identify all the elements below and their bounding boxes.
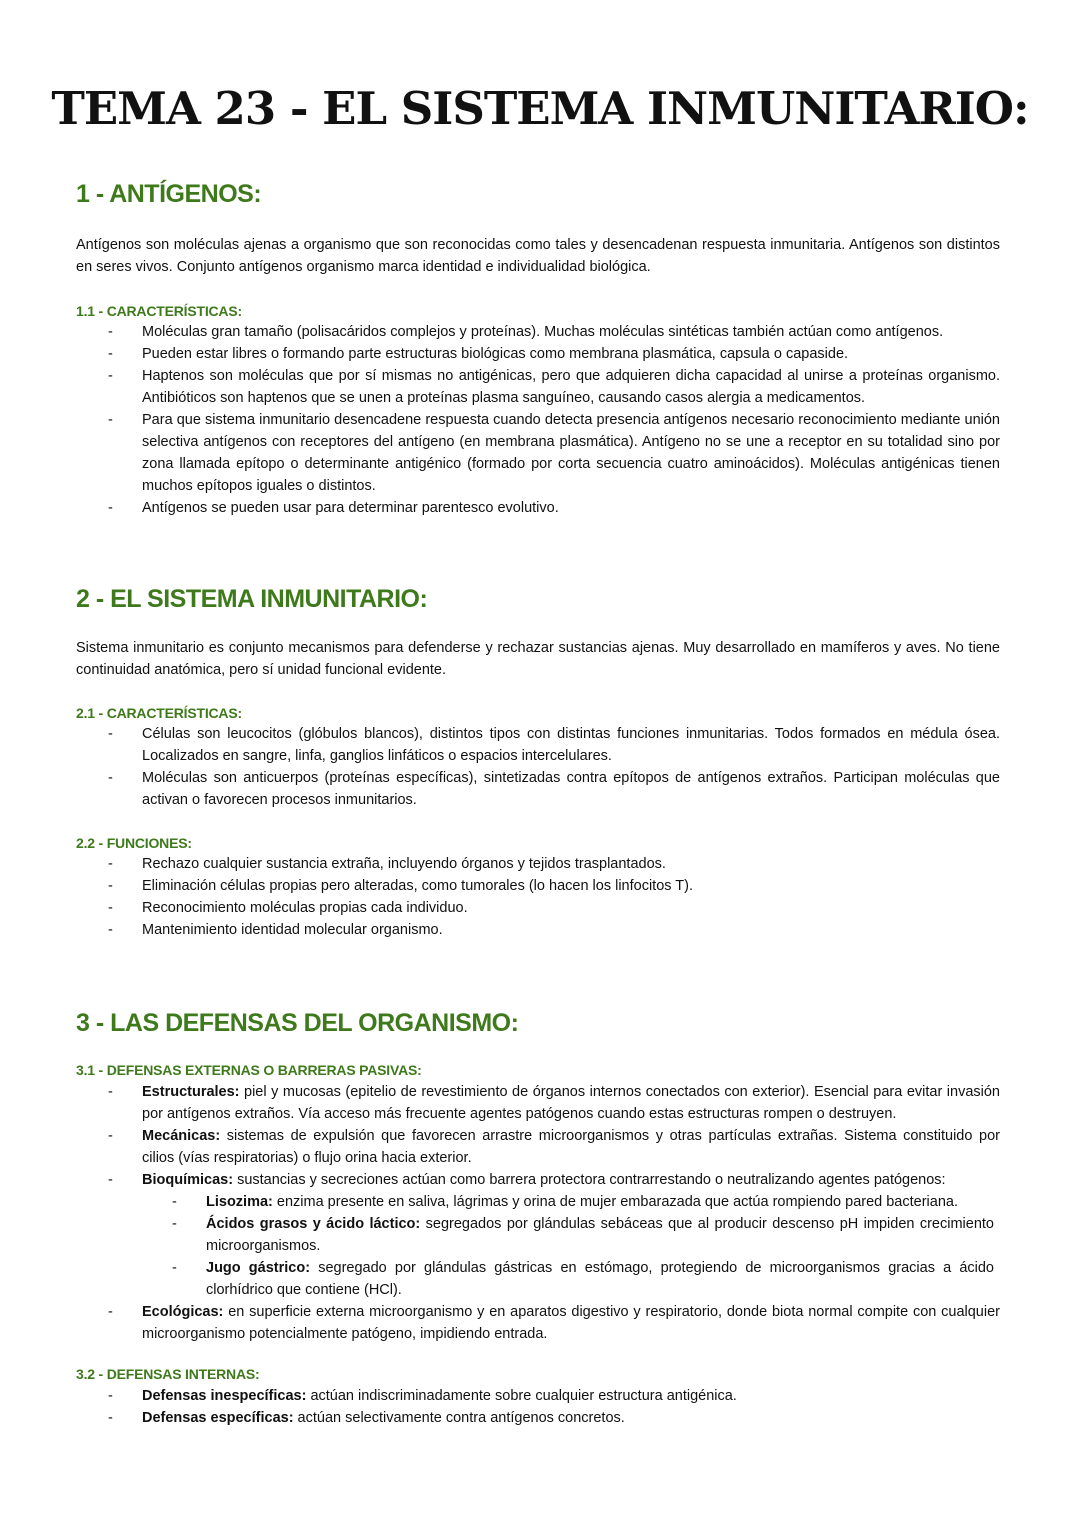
term: Ecológicas:: [142, 1304, 224, 1320]
definition: actúan selectivamente contra antígenos concretos.: [293, 1410, 625, 1426]
list-item: [108, 1385, 1000, 1407]
list-item: - Células son leucocitos (glóbulos blancos), distintos tipos con distintas funciones inmunitarias. Todos formados en médula ósea. Localizados en sangre, linfa, ganglios linfáticos o espacios intercelulares.: [108, 723, 1000, 767]
list-item: [108, 1301, 1000, 1345]
term: Lisozima:: [206, 1194, 273, 1210]
term: Jugo gástrico:: [206, 1260, 311, 1276]
list-caracteristicas-sistema: [108, 723, 1000, 811]
page-title: TEMA 23 - EL SISTEMA INMUNITARIO:: [51, 82, 1029, 135]
definition: enzima presente en saliva, lágrimas y orina de mujer embarazada que actúa rompiendo pared bacteriana.: [272, 1194, 958, 1210]
list-caracteristicas-antigenos: [108, 321, 1000, 519]
definition: actúan indiscriminadamente sobre cualquier estructura antigénica.: [306, 1388, 737, 1404]
term: Ácidos grasos y ácido láctico:: [206, 1216, 421, 1232]
list-item: [108, 1125, 1000, 1169]
subsection-title-3-2: 3.2 - DEFENSAS INTERNAS:: [76, 1366, 260, 1382]
list-item: [172, 1213, 994, 1257]
list-defensas-internas: [108, 1385, 1000, 1429]
list-item: - Reconocimiento moléculas propias cada individuo.: [108, 897, 1000, 919]
section-intro-antigenos: Antígenos son moléculas ajenas a organismo que son reconocidas como tales y desencadenan respuesta inmunitaria. Antígenos son distintos en seres vivos. Conjunto antígenos organismo marca identidad e individualidad biológica.: [76, 237, 1000, 275]
list-item: - Moléculas gran tamaño (polisacáridos complejos y proteínas). Muchas moléculas sintéticas también actúan como antígenos.: [108, 321, 1000, 343]
list-item: - Para que sistema inmunitario desencadene respuesta cuando detecta presencia antígenos necesario reconocimiento mediante unión selectiva antígenos con receptores del antígeno (en membrana plasmática). Antígeno no se une a receptor en su totalidad sino por zona llamada epítopo o determinante antigénico (formado por corta secuencia cuatro aminoácidos). Moléculas antigénicas tienen muchos epítopos iguales o distintos.: [108, 409, 1000, 497]
list-item: [172, 1191, 994, 1213]
list-funciones: [108, 853, 1000, 941]
list-item: - Moléculas son anticuerpos (proteínas específicas), sintetizadas contra epítopos de antígenos extraños. Participan moléculas que activan o favorecen procesos inmunitarios.: [108, 767, 1000, 811]
term: Estructurales:: [142, 1084, 240, 1100]
list-item: - Eliminación células propias pero alteradas, como tumorales (lo hacen los linfocitos T).: [108, 875, 1000, 897]
definition: segregados por glándulas sebáceas que al producir descenso pH impiden crecimiento microorganismos.: [206, 1216, 994, 1254]
subsection-title-3-1: 3.1 - DEFENSAS EXTERNAS O BARRERAS PASIVAS:: [76, 1062, 422, 1078]
list-item: [108, 1407, 1000, 1429]
list-defensas-externas: [108, 1081, 1000, 1345]
section-intro-sistema-inmunitario: Sistema inmunitario es conjunto mecanismos para defenderse y rechazar sustancias ajenas. Muy desarrollado en mamíferos y aves. No tiene continuidad anatómica, pero sí unidad funcional evidente.: [76, 640, 1000, 678]
list-item: - Pueden estar libres o formando parte estructuras biológicas como membrana plasmática, capsula o capaside.: [108, 343, 1000, 365]
list-item: - Antígenos se pueden usar para determinar parentesco evolutivo.: [108, 497, 1000, 519]
subsection-title-2-1: 2.1 - CARACTERÍSTICAS:: [76, 705, 242, 721]
section-title-sistema-inmunitario: 2 - EL SISTEMA INMUNITARIO:: [76, 585, 428, 613]
section-title-defensas: 3 - LAS DEFENSAS DEL ORGANISMO:: [76, 1009, 519, 1037]
list-item: - Mantenimiento identidad molecular organismo.: [108, 919, 1000, 941]
term: Mecánicas:: [142, 1128, 221, 1144]
subsection-title-2-2: 2.2 - FUNCIONES:: [76, 835, 192, 851]
definition: sustancias y secreciones actúan como barrera protectora contrarrestando o neutralizando agentes patógenos:: [233, 1172, 946, 1188]
list-bioquimicas: [172, 1191, 994, 1301]
list-item: - Haptenos son moléculas que por sí mismas no antigénicas, pero que adquieren dicha capacidad al unirse a proteínas organismo. Antibióticos son haptenos que se unen a proteínas plasma sanguíneo, causando casos alergia a medicamentos.: [108, 365, 1000, 409]
definition: segregado por glándulas gástricas en estómago, protegiendo de microorganismos gracias a ácido clorhídrico que contiene (HCl).: [206, 1260, 994, 1298]
list-item: [108, 1169, 1000, 1301]
list-item: [172, 1257, 994, 1301]
definition: sistemas de expulsión que favorecen arrastre microorganismos y otras partículas extrañas. Sistema constituido por cilios (vías respiratorias) o flujo orina hacia exterior.: [142, 1128, 1000, 1166]
term: Defensas inespecíficas:: [142, 1388, 307, 1404]
list-item: - Rechazo cualquier sustancia extraña, incluyendo órganos y tejidos trasplantados.: [108, 853, 1000, 875]
definition: piel y mucosas (epitelio de revestimiento de órganos internos conectados con exterior). Esencial para evitar invasión por antígenos extraños. Vía acceso más frecuente agentes patógenos cuando estas estructuras rompen o destruyen.: [142, 1084, 1000, 1122]
subsection-title-1-1: 1.1 - CARACTERÍSTICAS:: [76, 303, 242, 319]
term: Bioquímicas:: [142, 1172, 234, 1188]
term: Defensas específicas:: [142, 1410, 294, 1426]
list-item: [108, 1081, 1000, 1125]
section-title-antigenos: 1 - ANTÍGENOS:: [76, 180, 262, 208]
definition: en superficie externa microorganismo y en aparatos digestivo y respiratorio, donde biota normal compite con cualquier microorganismo potencialmente patógeno, impidiendo entrada.: [142, 1304, 1000, 1342]
